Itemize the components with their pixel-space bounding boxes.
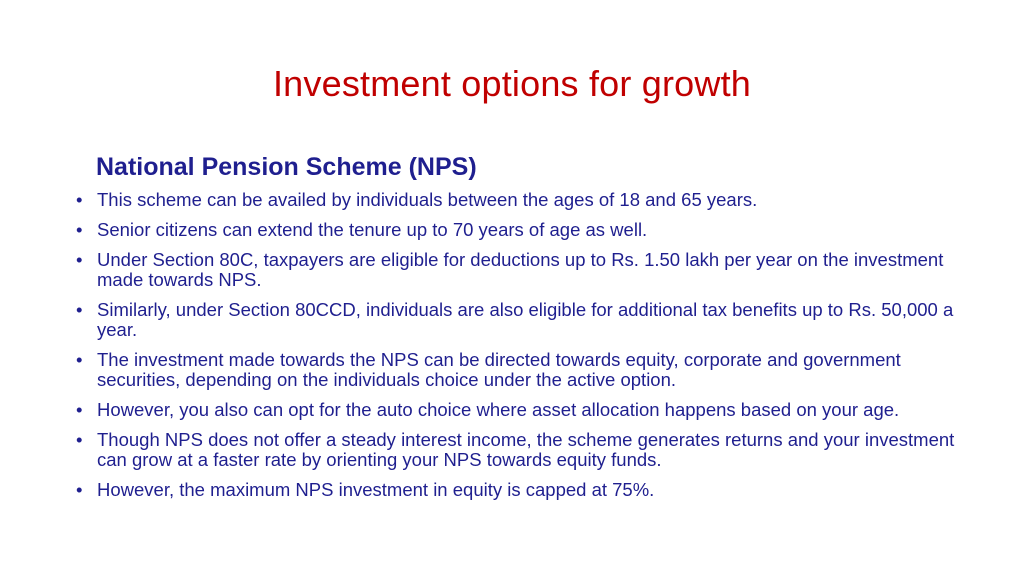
bullet-icon: • bbox=[76, 399, 83, 420]
bullet-item bbox=[76, 300, 956, 340]
bullet-text: The investment made towards the NPS can be directed towards equity, corporate and government securities, depending on the individuals choice under the active option. bbox=[97, 349, 901, 390]
bullet-text: Senior citizens can extend the tenure up to 70 years of age as well. bbox=[97, 219, 648, 240]
bullet-item bbox=[76, 190, 956, 210]
bullet-icon: • bbox=[76, 219, 83, 240]
bullet-text: Under Section 80C, taxpayers are eligible for deductions up to Rs. 1.50 lakh per year on the investment made towards NPS. bbox=[97, 249, 944, 290]
bullet-list bbox=[76, 190, 956, 510]
bullet-item bbox=[76, 250, 956, 290]
bullet-text: Similarly, under Section 80CCD, individuals are also eligible for additional tax benefits up to Rs. 50,000 a year. bbox=[97, 299, 954, 340]
bullet-icon: • bbox=[76, 189, 83, 210]
bullet-item bbox=[76, 220, 956, 240]
bullet-item bbox=[76, 430, 956, 470]
bullet-text: However, you also can opt for the auto choice where asset allocation happens based on your age. bbox=[97, 399, 900, 420]
bullet-item bbox=[76, 400, 956, 420]
bullet-text: However, the maximum NPS investment in equity is capped at 75%. bbox=[97, 479, 655, 500]
slide-title: Investment options for growth bbox=[272, 63, 752, 104]
section-heading: National Pension Scheme (NPS) bbox=[96, 153, 477, 181]
bullet-icon: • bbox=[76, 479, 83, 500]
bullet-icon: • bbox=[76, 349, 83, 370]
bullet-icon: • bbox=[76, 429, 83, 450]
bullet-text: Though NPS does not offer a steady interest income, the scheme generates returns and your investment can grow at a faster rate by orienting your NPS towards equity funds. bbox=[97, 429, 955, 470]
bullet-item bbox=[76, 480, 956, 500]
bullet-item bbox=[76, 350, 956, 390]
bullet-text: This scheme can be availed by individuals between the ages of 18 and 65 years. bbox=[97, 189, 758, 210]
bullet-icon: • bbox=[76, 299, 83, 320]
bullet-icon: • bbox=[76, 249, 83, 270]
